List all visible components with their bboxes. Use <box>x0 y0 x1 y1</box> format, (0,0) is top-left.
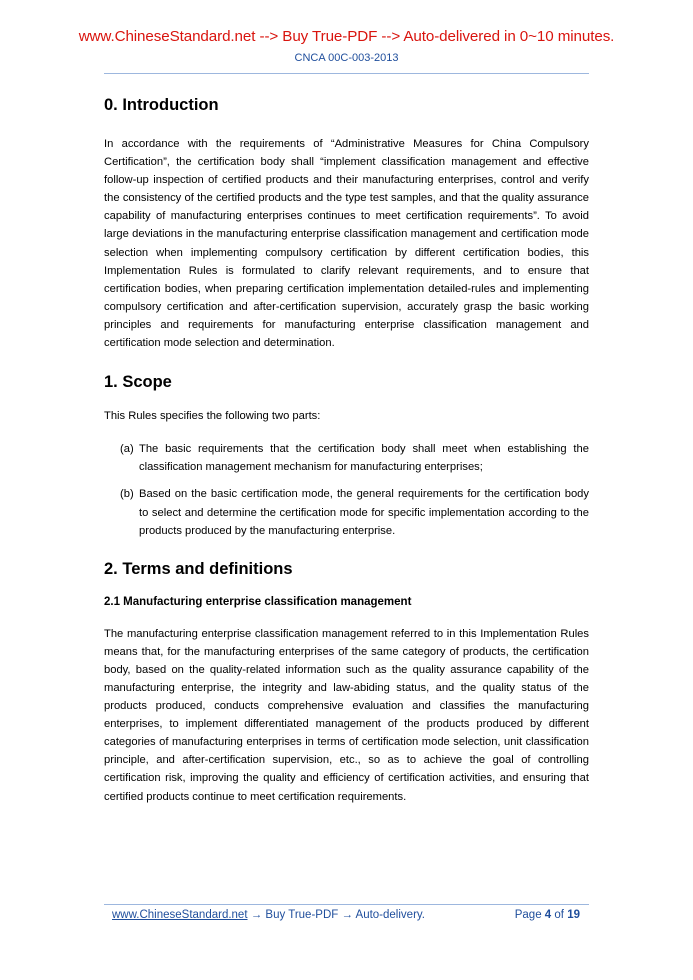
page-body <box>104 94 589 806</box>
footer-site-link[interactable]: www.ChineseStandard.net <box>112 909 248 921</box>
page-of: of <box>554 909 564 921</box>
header-banner[interactable]: www.ChineseStandard.net --> Buy True-PDF --> Auto-delivered in 0~10 minutes. <box>78 28 615 45</box>
section-title-scope: 1. Scope <box>104 373 172 392</box>
scope-item-label: (b) <box>120 488 134 501</box>
page-footer <box>112 909 580 921</box>
page-word: Page <box>514 909 542 921</box>
footer-divider <box>104 904 589 905</box>
page-current: 4 <box>544 909 552 921</box>
scope-item-text: The basic requirements that the certification body shall meet when establishing the classification management mechanism for manufacturing enterprises; <box>139 443 589 474</box>
page-number <box>515 909 580 921</box>
section-title-introduction: 0. Introduction <box>104 96 219 114</box>
subsection-title: 2.1 Manufacturing enterprise classification management <box>104 595 412 608</box>
page-total: 19 <box>567 909 580 921</box>
section-title-terms: 2. Terms and definitions <box>104 559 293 578</box>
footer-tagline: → Buy True-PDF → Auto-delivery. <box>247 909 425 921</box>
scope-lead: This Rules specifies the following two parts: <box>104 410 321 423</box>
scope-item <box>120 485 589 539</box>
header-divider <box>104 73 589 74</box>
scope-item-text: Based on the basic certification mode, the general requirements for the certification body to select and determine the certification mode for specific implementation according to the products produced by the manufacturing enterprise. <box>139 488 589 537</box>
introduction-paragraph: In accordance with the requirements of “Administrative Measures for China Compulsory Certification”, the certification body shall “implement classification management and effective follow-up inspection of certified products and their manufacturing enterprises, control and verify the consistency of the certified products and the type test samples, and that the quality assurance capability of manufacturing enterprises continues to meet certification requirements”. To avoid large deviations in the manufacturing enterprise classification management and certification mode selection when implementing compulsory certification by different certification bodies, this Implementation Rules is formulated to clarify relevant requirements, and to ensure that certification bodies, when preparing certification implementation detailed-rules and implementing compulsory certification and after-certification supervision, accurately grasp the basic working principles and requirements for manufacturing enterprise classification management and certification mode selection and determination. <box>104 138 589 350</box>
scope-item <box>120 440 589 476</box>
document-code: CNCA 00C-003-2013 <box>294 52 399 64</box>
terms-paragraph: The manufacturing enterprise classification management referred to in this Implementation Rules means that, for the manufacturing enterprises of the same category of products, the certification body, based on the quality-related information such as the quality assurance capability of the manufacturing enterprise, the integrity and law-abiding status, and the quality status of the products produced, conducts comprehensive evaluation and classifies the manufacturing enterprises, to implement differentiated management of the products produced by different categories of manufacturing enterprises in terms of certification mode selection, unit classification principle, and after-certification supervision, etc., so as to achieve the goal of controlling certification risk, improving the quality and efficiency of certification activities, and ensuring that certified products continue to meet certification requirements. <box>104 627 589 803</box>
scope-item-label: (a) <box>120 443 134 456</box>
